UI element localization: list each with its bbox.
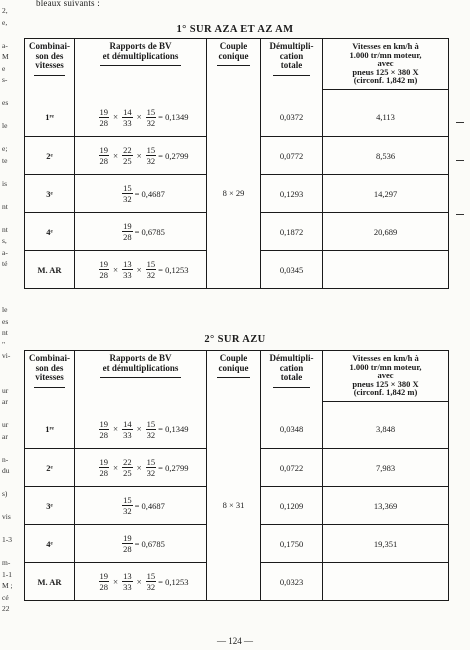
margin-fragment: " [2, 339, 6, 349]
gear-label: 1ʳᵉ [25, 411, 75, 449]
couple-conique-value: 8 × 29 [207, 99, 261, 289]
gear-label: 3ᵉ [25, 487, 75, 525]
margin-fragment: a- [2, 40, 8, 50]
header-line: cation [279, 362, 304, 373]
fraction: $\frac{19}{28}$ [123, 221, 132, 242]
margin-fragment: ur [2, 385, 9, 395]
ratio-result: = 0,2799 [158, 462, 189, 473]
couple-conique-value: 8 × 31 [207, 411, 261, 601]
margin-fragment: ur [2, 420, 9, 429]
speed-value: 4,113 [323, 99, 449, 137]
header-line: conique [218, 50, 249, 61]
header-rapports [75, 351, 207, 411]
header-line: Rapports de BV [109, 41, 172, 51]
fraction: $\frac{19}{28}$ [99, 418, 109, 440]
header-line: son des [35, 50, 64, 61]
demultiplication-value: 0,0348 [261, 411, 323, 449]
margin-fragment: 1-1 [2, 569, 12, 579]
header-line: vitesses [35, 60, 64, 70]
ratio-result: = 0,6785 [134, 226, 165, 237]
margin-fragment: M ; [2, 581, 13, 590]
gear-label: M. AR [37, 264, 62, 275]
gear-ratio-formula: $\frac{19}{28}$ × $\frac{14}{33}$ × $\frac{15}{32}$ = 0,1349 [75, 411, 207, 449]
speed-value: 14,297 [323, 175, 449, 213]
header-vitesses [323, 39, 449, 99]
gear-label: 2ᵉ [25, 449, 75, 487]
fraction: $\frac{15}{32}$ [123, 495, 132, 516]
table-title-2: 2° SUR AZU [204, 334, 266, 345]
ratio-result: = 0,6785 [134, 538, 165, 549]
header-line: Démultipli- [269, 353, 314, 363]
demultiplication-value: 0,1209 [261, 487, 323, 525]
gear-ratio-formula [75, 487, 207, 525]
page-number: — 124 — [217, 636, 253, 646]
fraction: $\frac{15}{32}$ [146, 457, 156, 478]
speed-value: 8,536 [323, 137, 449, 175]
fraction: $\frac{14}{33}$ [123, 106, 132, 128]
gear-label: 4ᵉ [25, 213, 75, 251]
margin-fragment: a- [2, 247, 8, 257]
margin-fragment: le [2, 121, 8, 130]
header-line: cation [279, 50, 304, 61]
header-line: Démultipli- [269, 41, 314, 51]
ratio-result: = 0,1349 [158, 424, 189, 435]
fraction: $\frac{22}{25}$ [123, 145, 132, 166]
header-line: Couple [219, 41, 248, 51]
fraction: $\frac{15}{32}$ [146, 145, 156, 166]
header-line: vitesses [35, 372, 64, 382]
speed-value: 3,848 [323, 411, 449, 449]
ratio-result: = 0,1349 [158, 112, 189, 123]
header-line: et démultiplications [102, 50, 179, 61]
gear-label: 2ᵉ [25, 137, 75, 175]
gear-ratio-table-1 [24, 38, 449, 289]
table-row [25, 411, 449, 449]
ratio-result: = 0,1253 [158, 576, 189, 587]
speed-value [323, 251, 449, 289]
margin-fragment: 1-3 [2, 535, 12, 544]
margin-fragment: es [2, 316, 9, 326]
header-line: son des [35, 362, 64, 373]
header-line: pneus 125 × 380 X [352, 378, 419, 389]
header-line: 1.000 tr/mn moteur, [349, 49, 422, 60]
fraction: $\frac{19}{28}$ [123, 533, 132, 554]
gear-label: M. AR [37, 576, 62, 587]
margin-fragment: is [2, 178, 8, 188]
gear-ratio-formula: $\frac{19}{28}$ × $\frac{14}{33}$ × $\frac{15}{32}$ = 0,1349 [75, 99, 207, 137]
fraction: $\frac{15}{32}$ [123, 183, 132, 204]
speed-value: 13,369 [323, 487, 449, 525]
gear-ratio-formula [75, 213, 207, 251]
margin-fragment: ar [2, 431, 8, 441]
header-line: avec [377, 370, 394, 380]
header-couple [207, 351, 261, 411]
margin-fragment: m- [2, 558, 11, 567]
gear-label: 1ʳᵉ [25, 99, 75, 137]
header-rapports [75, 39, 207, 99]
margin-fragment: du [2, 466, 10, 475]
margin-fragment: cé [2, 592, 9, 602]
fraction: $\frac{19}{28}$ [99, 259, 109, 280]
demultiplication-value: 0,0722 [261, 449, 323, 487]
margin-fragment: 22 [2, 604, 10, 613]
gear-ratio-formula: $\frac{19}{28}$ × $\frac{22}{25}$ × $\frac{15}{32}$ = 0,2799 [75, 137, 207, 175]
text-fragment-top: bleaux suivants : [36, 0, 100, 8]
ratio-result: = 0,4687 [134, 188, 165, 199]
header-line: avec [377, 58, 394, 68]
header-line: pneus 125 × 380 X [352, 66, 419, 77]
header-line: Couple [219, 353, 248, 363]
speed-value: 19,351 [323, 525, 449, 563]
speed-value: 20,689 [323, 213, 449, 251]
header-demultiplication [261, 39, 323, 99]
header-line: (circonf. 1,842 m) [353, 75, 418, 85]
fraction: $\frac{15}{32}$ [146, 259, 156, 280]
demultiplication-value: 0,0323 [261, 563, 323, 601]
header-line: Vitesses en km/h à [352, 353, 419, 363]
demultiplication-value: 0,0772 [261, 137, 323, 175]
demultiplication-value: 0,1293 [261, 175, 323, 213]
gear-label: 3ᵉ [25, 175, 75, 213]
margin-fragment: s) [2, 489, 8, 498]
margin-fragment: le [2, 305, 8, 314]
demultiplication-value: 0,1872 [261, 213, 323, 251]
margin-fragment: vis [2, 512, 11, 521]
fraction: $\frac{19}{28}$ [99, 571, 109, 592]
demultiplication-value: 0,1750 [261, 525, 323, 563]
gear-label: 4ᵉ [25, 525, 75, 563]
margin-fragment: vi- [2, 351, 11, 360]
gear-ratio-formula: $\frac{19}{28}$ × $\frac{13}{33}$ × $\frac{15}{32}$ = 0,1253 [75, 563, 207, 601]
fraction: $\frac{15}{32}$ [146, 418, 156, 440]
header-line: Combinai- [28, 41, 70, 51]
demultiplication-value: 0,0372 [261, 99, 323, 137]
margin-fragment: e [2, 63, 6, 73]
ratio-result: = 0,1253 [158, 264, 189, 275]
margin-fragment: n- [2, 454, 9, 464]
header-line: 1.000 tr/mn moteur, [349, 361, 422, 372]
header-line: totale [280, 372, 303, 382]
fraction: $\frac{14}{33}$ [123, 418, 132, 440]
header-line: Rapports de BV [109, 353, 172, 363]
gear-ratio-formula [75, 525, 207, 563]
gear-ratio-table-2 [24, 350, 449, 601]
header-combinaison [25, 39, 75, 99]
fraction: $\frac{19}{28}$ [99, 457, 109, 478]
gear-ratio-formula: $\frac{19}{28}$ × $\frac{13}{33}$ × $\frac{15}{32}$ = 0,1253 [75, 251, 207, 289]
margin-fragment: M [2, 52, 9, 61]
header-couple [207, 39, 261, 99]
gear-ratio-formula: $\frac{19}{28}$ × $\frac{22}{25}$ × $\frac{15}{32}$ = 0,2799 [75, 449, 207, 487]
margin-fragment: e; [2, 144, 8, 153]
margin-fragment: 2, [2, 6, 8, 15]
header-line: Combinai- [28, 353, 70, 363]
header-demultiplication [261, 351, 323, 411]
header-line: totale [280, 60, 303, 70]
ratio-result: = 0,4687 [134, 500, 165, 511]
fraction: $\frac{19}{28}$ [99, 145, 109, 166]
header-line: et démultiplications [102, 362, 179, 373]
margin-fragment: s- [2, 75, 8, 84]
margin-fragment: s, [2, 236, 7, 245]
header-line: (circonf. 1,842 m) [353, 387, 418, 397]
margin-fragment: ar [2, 397, 8, 406]
fraction: $\frac{22}{25}$ [123, 457, 132, 478]
header-line: Vitesses en km/h à [352, 41, 419, 51]
fraction: $\frac{13}{33}$ [123, 259, 132, 280]
header-combinaison [25, 351, 75, 411]
ratio-result: = 0,2799 [158, 150, 189, 161]
margin-fragment: es [2, 98, 9, 107]
demultiplication-value: 0,0345 [261, 251, 323, 289]
margin-fragment: nt [2, 328, 8, 337]
margin-fragment: te [2, 155, 8, 165]
margin-fragment: nt [2, 224, 8, 234]
fraction: $\frac{13}{33}$ [123, 571, 132, 592]
header-vitesses [323, 351, 449, 411]
speed-value [323, 563, 449, 601]
table-row [25, 99, 449, 137]
header-line: conique [218, 362, 249, 373]
margin-fragment: té [2, 259, 8, 268]
table-title-1: 1° SUR AZA ET AZ AM [176, 24, 294, 35]
fraction: $\frac{15}{32}$ [146, 571, 156, 592]
fraction: $\frac{19}{28}$ [99, 106, 109, 128]
fraction: $\frac{15}{32}$ [146, 106, 156, 128]
gear-ratio-formula [75, 175, 207, 213]
speed-value: 7,983 [323, 449, 449, 487]
margin-fragment: e, [2, 17, 8, 27]
margin-fragment: nt [2, 201, 8, 211]
